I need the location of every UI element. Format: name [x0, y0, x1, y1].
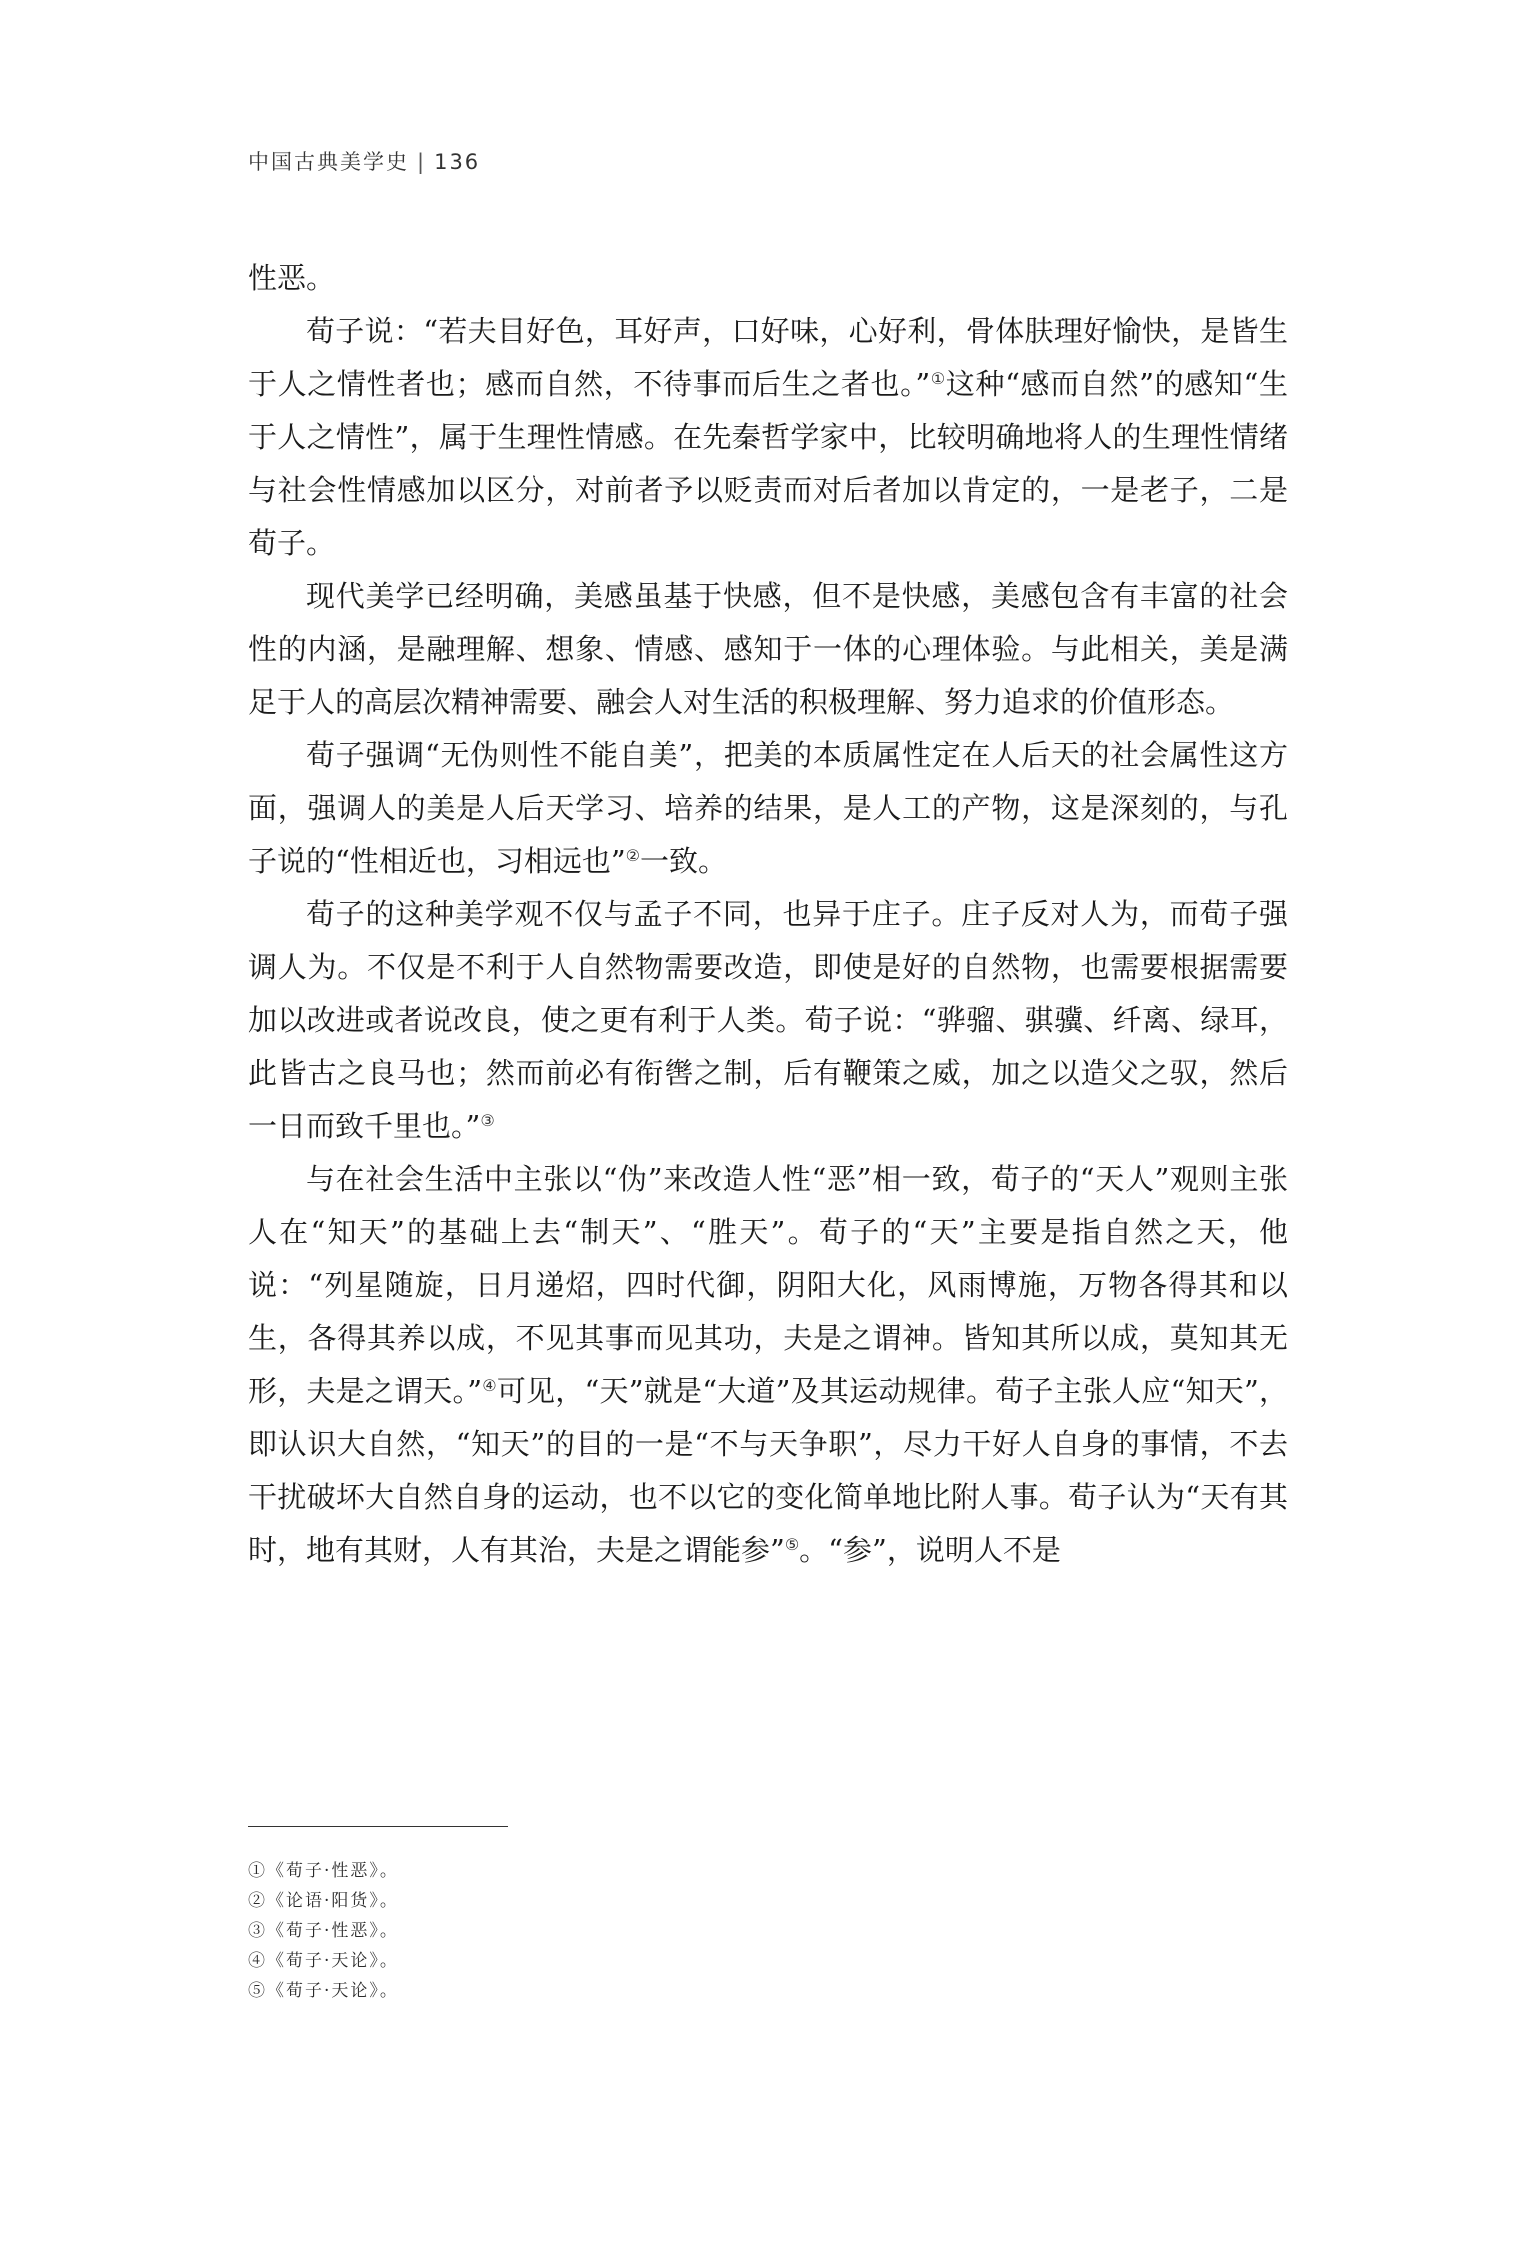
footnote-reference: ⑤ [784, 1535, 800, 1554]
footnote-reference: ① [930, 369, 946, 388]
paragraph [248, 1153, 1288, 1577]
running-head [248, 146, 480, 176]
paragraph-text: 现代美学已经明确，美感虽基于快感，但不是快感，美感包含有丰富的社会性的内涵，是融理解、想象、情感、感知于一体的心理体验。与此相关，美是满足于人的高层次精神需要、融会人对生活的积极理解、努力追求的价值形态。 [248, 579, 1288, 719]
paragraph-text: 荀子说：“若夫目好色，耳好声，口好味，心好利，骨体肤理好愉快，是皆生于人之情性者也；感而自然，不待事而后生之者也。” [248, 314, 1288, 401]
footnote-reference: ④ [482, 1376, 497, 1395]
paragraph [248, 570, 1288, 729]
paragraph-text: 。“参”，说明人不是 [799, 1533, 1061, 1567]
footnote-reference: ③ [480, 1111, 495, 1130]
footnote-reference: ② [625, 846, 640, 865]
paragraph-text: 这种“感而自然”的感知“生于人之情性”，属于生理性情感。在先秦哲学家中，比较明确地将人的生理性情绪与社会性情感加以区分，对前者予以贬责而对后者加以肯定的，一是老子，二是荀子。 [248, 367, 1289, 560]
paragraph-text: 一致。 [640, 844, 728, 878]
footnote-4: ④《荀子·天论》。 [248, 1951, 399, 1971]
footnote-3: ③《荀子·性恶》。 [248, 1921, 399, 1941]
paragraph-text: 可见，“天”就是“大道”及其运动规律。荀子主张人应“知天”，即认识大自然，“知天”的目的一是“不与天争职”，尽力干好人自身的事情，不去干扰破坏大自然自身的运动，也不以它的变化简单地比附人事。荀子认为“天有其时，地有其财，人有其治，夫是之谓能参” [248, 1374, 1288, 1567]
paragraph [248, 305, 1288, 570]
body-text [248, 252, 1288, 1577]
paragraph [248, 252, 1288, 305]
paragraph [248, 729, 1288, 888]
paragraph-text: 性恶。 [248, 261, 336, 295]
book-title: 中国古典美学史 [248, 150, 409, 174]
footnote-5: ⑤《荀子·天论》。 [248, 1981, 399, 2001]
footnote-1: ①《荀子·性恶》。 [248, 1861, 399, 1881]
footnotes [248, 1856, 948, 2006]
page-number: 136 [434, 150, 481, 174]
paragraph [248, 888, 1288, 1153]
footnote-rule [248, 1826, 508, 1827]
footnote-2: ②《论语·阳货》。 [248, 1891, 399, 1911]
header-separator: | [417, 150, 427, 174]
paragraph-text: 荀子强调“无伪则性不能自美”，把美的本质属性定在人后天的社会属性这方面，强调人的美是人后天学习、培养的结果，是人工的产物，这是深刻的，与孔子说的“性相近也，习相远也” [248, 738, 1288, 878]
paragraph-text: 荀子的这种美学观不仅与孟子不同，也异于庄子。庄子反对人为，而荀子强调人为。不仅是不利于人自然物需要改造，即使是好的自然物，也需要根据需要加以改进或者说改良，使之更有利于人类。荀子说：“骅骝、骐骥、纤离、绿耳，此皆古之良马也；然而前必有衔辔之制，后有鞭策之威，加之以造父之驭，然后一日而致千里也。” [248, 897, 1288, 1143]
paragraph-text: 与在社会生活中主张以“伪”来改造人性“恶”相一致，荀子的“天人”观则主张人在“知天”的基础上去“制天”、“胜天”。荀子的“天”主要是指自然之天，他说：“列星随旋，日月递炤，四时代御，阴阳大化，风雨博施，万物各得其和以生，各得其养以成，不见其事而见其功，夫是之谓神。皆知其所以成，莫知其无形，夫是之谓天。” [248, 1162, 1288, 1408]
